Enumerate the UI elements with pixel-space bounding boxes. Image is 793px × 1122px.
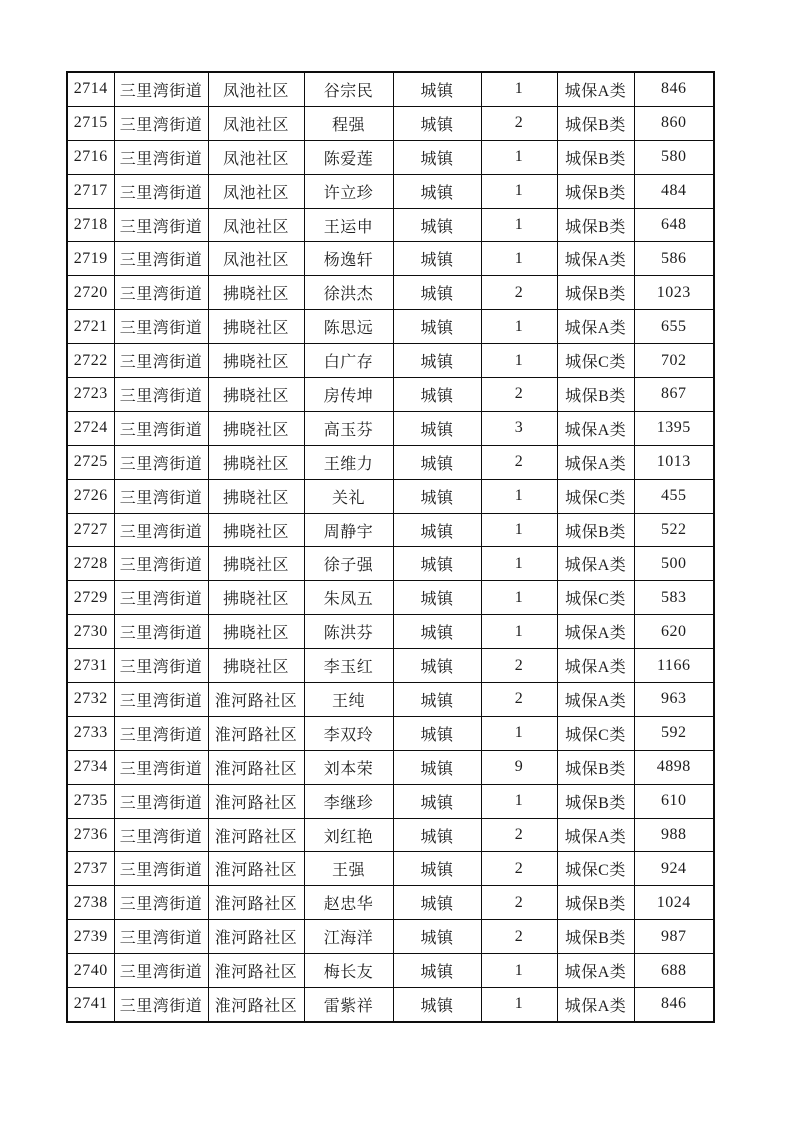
- person-name-cell: 朱凤五: [304, 581, 393, 615]
- street-cell: 三里湾街道: [114, 411, 208, 445]
- street-cell: 三里湾街道: [114, 547, 208, 581]
- insurance-category-cell: 城保A类: [557, 411, 634, 445]
- amount-cell: 4898: [634, 750, 714, 784]
- community-cell: 淮河路社区: [208, 716, 304, 750]
- person-count-cell: 1: [481, 988, 557, 1022]
- street-cell: 三里湾街道: [114, 445, 208, 479]
- person-count-cell: 1: [481, 310, 557, 344]
- table-row: [67, 513, 714, 547]
- person-name-cell: 程强: [304, 106, 393, 140]
- insurance-category-cell: 城保A类: [557, 72, 634, 106]
- residence-type-cell: 城镇: [393, 378, 481, 412]
- residence-type-cell: 城镇: [393, 310, 481, 344]
- table-row: [67, 649, 714, 683]
- street-cell: 三里湾街道: [114, 988, 208, 1022]
- person-name-cell: 白广存: [304, 344, 393, 378]
- residence-type-cell: 城镇: [393, 140, 481, 174]
- street-cell: 三里湾街道: [114, 683, 208, 717]
- insurance-category-cell: 城保A类: [557, 615, 634, 649]
- residence-type-cell: 城镇: [393, 581, 481, 615]
- insurance-category-cell: 城保B类: [557, 784, 634, 818]
- amount-cell: 655: [634, 310, 714, 344]
- row-id-cell: 2741: [67, 988, 114, 1022]
- community-cell: 凤池社区: [208, 208, 304, 242]
- person-name-cell: 陈爱莲: [304, 140, 393, 174]
- community-cell: 淮河路社区: [208, 886, 304, 920]
- residence-type-cell: 城镇: [393, 716, 481, 750]
- insurance-category-cell: 城保B类: [557, 174, 634, 208]
- insurance-category-cell: 城保A类: [557, 547, 634, 581]
- person-count-cell: 2: [481, 649, 557, 683]
- amount-cell: 1013: [634, 445, 714, 479]
- street-cell: 三里湾街道: [114, 479, 208, 513]
- person-count-cell: 2: [481, 920, 557, 954]
- row-id-cell: 2736: [67, 818, 114, 852]
- row-id-cell: 2733: [67, 716, 114, 750]
- table-row: [67, 784, 714, 818]
- amount-cell: 484: [634, 174, 714, 208]
- row-id-cell: 2714: [67, 72, 114, 106]
- street-cell: 三里湾街道: [114, 886, 208, 920]
- community-cell: 拂晓社区: [208, 649, 304, 683]
- amount-cell: 846: [634, 988, 714, 1022]
- community-cell: 淮河路社区: [208, 784, 304, 818]
- residence-type-cell: 城镇: [393, 72, 481, 106]
- community-cell: 凤池社区: [208, 140, 304, 174]
- person-name-cell: 刘红艳: [304, 818, 393, 852]
- insurance-category-cell: 城保B类: [557, 920, 634, 954]
- table-row: [67, 242, 714, 276]
- table-row: [67, 615, 714, 649]
- person-name-cell: 刘本荣: [304, 750, 393, 784]
- residence-type-cell: 城镇: [393, 242, 481, 276]
- person-name-cell: 雷紫祥: [304, 988, 393, 1022]
- person-name-cell: 李双玲: [304, 716, 393, 750]
- community-cell: 拂晓社区: [208, 479, 304, 513]
- street-cell: 三里湾街道: [114, 784, 208, 818]
- person-count-cell: 1: [481, 615, 557, 649]
- row-id-cell: 2737: [67, 852, 114, 886]
- community-cell: 拂晓社区: [208, 513, 304, 547]
- residence-type-cell: 城镇: [393, 683, 481, 717]
- row-id-cell: 2725: [67, 445, 114, 479]
- street-cell: 三里湾街道: [114, 174, 208, 208]
- street-cell: 三里湾街道: [114, 649, 208, 683]
- table-row: [67, 818, 714, 852]
- table-row: [67, 920, 714, 954]
- community-cell: 拂晓社区: [208, 445, 304, 479]
- insurance-category-cell: 城保A类: [557, 954, 634, 988]
- person-count-cell: 3: [481, 411, 557, 445]
- person-name-cell: 王强: [304, 852, 393, 886]
- insurance-category-cell: 城保A类: [557, 310, 634, 344]
- person-name-cell: 高玉芬: [304, 411, 393, 445]
- person-name-cell: 房传坤: [304, 378, 393, 412]
- street-cell: 三里湾街道: [114, 818, 208, 852]
- residence-type-cell: 城镇: [393, 208, 481, 242]
- residence-type-cell: 城镇: [393, 649, 481, 683]
- residence-type-cell: 城镇: [393, 784, 481, 818]
- row-id-cell: 2716: [67, 140, 114, 174]
- row-id-cell: 2718: [67, 208, 114, 242]
- row-id-cell: 2732: [67, 683, 114, 717]
- person-count-cell: 9: [481, 750, 557, 784]
- amount-cell: 610: [634, 784, 714, 818]
- insurance-category-cell: 城保B类: [557, 208, 634, 242]
- amount-cell: 860: [634, 106, 714, 140]
- row-id-cell: 2740: [67, 954, 114, 988]
- table-row: [67, 378, 714, 412]
- table-row: [67, 479, 714, 513]
- amount-cell: 702: [634, 344, 714, 378]
- street-cell: 三里湾街道: [114, 242, 208, 276]
- residence-type-cell: 城镇: [393, 513, 481, 547]
- row-id-cell: 2722: [67, 344, 114, 378]
- community-cell: 淮河路社区: [208, 750, 304, 784]
- row-id-cell: 2721: [67, 310, 114, 344]
- community-cell: 淮河路社区: [208, 954, 304, 988]
- residence-type-cell: 城镇: [393, 750, 481, 784]
- residence-type-cell: 城镇: [393, 547, 481, 581]
- person-count-cell: 1: [481, 513, 557, 547]
- street-cell: 三里湾街道: [114, 852, 208, 886]
- table-row: [67, 174, 714, 208]
- residence-type-cell: 城镇: [393, 411, 481, 445]
- insurance-category-cell: 城保B类: [557, 378, 634, 412]
- amount-cell: 522: [634, 513, 714, 547]
- residence-type-cell: 城镇: [393, 479, 481, 513]
- amount-cell: 1024: [634, 886, 714, 920]
- row-id-cell: 2728: [67, 547, 114, 581]
- amount-cell: 988: [634, 818, 714, 852]
- person-count-cell: 2: [481, 818, 557, 852]
- row-id-cell: 2719: [67, 242, 114, 276]
- table-row: [67, 140, 714, 174]
- amount-cell: 648: [634, 208, 714, 242]
- row-id-cell: 2731: [67, 649, 114, 683]
- row-id-cell: 2739: [67, 920, 114, 954]
- community-cell: 拂晓社区: [208, 378, 304, 412]
- table-row: [67, 852, 714, 886]
- person-name-cell: 杨逸轩: [304, 242, 393, 276]
- row-id-cell: 2738: [67, 886, 114, 920]
- amount-cell: 867: [634, 378, 714, 412]
- amount-cell: 688: [634, 954, 714, 988]
- table-row: [67, 445, 714, 479]
- person-name-cell: 陈洪芬: [304, 615, 393, 649]
- community-cell: 凤池社区: [208, 242, 304, 276]
- person-count-cell: 1: [481, 581, 557, 615]
- person-name-cell: 王运申: [304, 208, 393, 242]
- street-cell: 三里湾街道: [114, 140, 208, 174]
- person-count-cell: 1: [481, 547, 557, 581]
- insurance-category-cell: 城保A类: [557, 445, 634, 479]
- row-id-cell: 2727: [67, 513, 114, 547]
- residence-type-cell: 城镇: [393, 276, 481, 310]
- row-id-cell: 2715: [67, 106, 114, 140]
- person-name-cell: 江海洋: [304, 920, 393, 954]
- row-id-cell: 2735: [67, 784, 114, 818]
- community-cell: 拂晓社区: [208, 411, 304, 445]
- community-cell: 淮河路社区: [208, 988, 304, 1022]
- table-row: [67, 106, 714, 140]
- residence-type-cell: 城镇: [393, 954, 481, 988]
- person-count-cell: 1: [481, 716, 557, 750]
- row-id-cell: 2730: [67, 615, 114, 649]
- insurance-category-cell: 城保A类: [557, 649, 634, 683]
- person-name-cell: 李继珍: [304, 784, 393, 818]
- residence-type-cell: 城镇: [393, 988, 481, 1022]
- person-count-cell: 2: [481, 683, 557, 717]
- table-row: [67, 886, 714, 920]
- community-cell: 淮河路社区: [208, 818, 304, 852]
- insurance-category-cell: 城保C类: [557, 479, 634, 513]
- person-name-cell: 王纯: [304, 683, 393, 717]
- amount-cell: 1166: [634, 649, 714, 683]
- insurance-category-cell: 城保B类: [557, 276, 634, 310]
- street-cell: 三里湾街道: [114, 344, 208, 378]
- amount-cell: 963: [634, 683, 714, 717]
- insurance-category-cell: 城保A类: [557, 242, 634, 276]
- street-cell: 三里湾街道: [114, 106, 208, 140]
- person-name-cell: 徐子强: [304, 547, 393, 581]
- person-name-cell: 徐洪杰: [304, 276, 393, 310]
- street-cell: 三里湾街道: [114, 310, 208, 344]
- insurance-category-cell: 城保B类: [557, 140, 634, 174]
- community-cell: 凤池社区: [208, 174, 304, 208]
- residence-type-cell: 城镇: [393, 920, 481, 954]
- residence-type-cell: 城镇: [393, 886, 481, 920]
- table-row: [67, 411, 714, 445]
- community-cell: 淮河路社区: [208, 683, 304, 717]
- residence-type-cell: 城镇: [393, 615, 481, 649]
- amount-cell: 987: [634, 920, 714, 954]
- insurance-category-cell: 城保B类: [557, 513, 634, 547]
- amount-cell: 500: [634, 547, 714, 581]
- amount-cell: 592: [634, 716, 714, 750]
- street-cell: 三里湾街道: [114, 581, 208, 615]
- person-count-cell: 1: [481, 208, 557, 242]
- benefits-table: [66, 71, 715, 1023]
- person-name-cell: 王维力: [304, 445, 393, 479]
- row-id-cell: 2726: [67, 479, 114, 513]
- table-row: [67, 208, 714, 242]
- person-count-cell: 1: [481, 242, 557, 276]
- residence-type-cell: 城镇: [393, 106, 481, 140]
- person-count-cell: 1: [481, 784, 557, 818]
- community-cell: 淮河路社区: [208, 852, 304, 886]
- insurance-category-cell: 城保C类: [557, 581, 634, 615]
- person-count-cell: 1: [481, 954, 557, 988]
- row-id-cell: 2724: [67, 411, 114, 445]
- insurance-category-cell: 城保B类: [557, 106, 634, 140]
- amount-cell: 1395: [634, 411, 714, 445]
- person-count-cell: 1: [481, 140, 557, 174]
- table-row: [67, 276, 714, 310]
- insurance-category-cell: 城保A类: [557, 988, 634, 1022]
- person-name-cell: 陈思远: [304, 310, 393, 344]
- person-count-cell: 1: [481, 174, 557, 208]
- street-cell: 三里湾街道: [114, 615, 208, 649]
- person-count-cell: 1: [481, 72, 557, 106]
- community-cell: 拂晓社区: [208, 615, 304, 649]
- insurance-category-cell: 城保C类: [557, 852, 634, 886]
- residence-type-cell: 城镇: [393, 445, 481, 479]
- person-name-cell: 关礼: [304, 479, 393, 513]
- residence-type-cell: 城镇: [393, 174, 481, 208]
- person-name-cell: 梅长友: [304, 954, 393, 988]
- table-row: [67, 750, 714, 784]
- row-id-cell: 2717: [67, 174, 114, 208]
- table-row: [67, 988, 714, 1022]
- table-row: [67, 72, 714, 106]
- community-cell: 拂晓社区: [208, 276, 304, 310]
- person-count-cell: 1: [481, 479, 557, 513]
- person-count-cell: 2: [481, 852, 557, 886]
- community-cell: 拂晓社区: [208, 547, 304, 581]
- table-row: [67, 547, 714, 581]
- table-row: [67, 581, 714, 615]
- person-count-cell: 2: [481, 886, 557, 920]
- table-row: [67, 344, 714, 378]
- person-count-cell: 2: [481, 378, 557, 412]
- insurance-category-cell: 城保C类: [557, 716, 634, 750]
- insurance-category-cell: 城保A类: [557, 818, 634, 852]
- residence-type-cell: 城镇: [393, 818, 481, 852]
- person-name-cell: 谷宗民: [304, 72, 393, 106]
- street-cell: 三里湾街道: [114, 716, 208, 750]
- street-cell: 三里湾街道: [114, 513, 208, 547]
- table-row: [67, 683, 714, 717]
- insurance-category-cell: 城保C类: [557, 344, 634, 378]
- amount-cell: 583: [634, 581, 714, 615]
- community-cell: 淮河路社区: [208, 920, 304, 954]
- row-id-cell: 2734: [67, 750, 114, 784]
- amount-cell: 620: [634, 615, 714, 649]
- row-id-cell: 2720: [67, 276, 114, 310]
- table-row: [67, 716, 714, 750]
- insurance-category-cell: 城保B类: [557, 886, 634, 920]
- table-row: [67, 954, 714, 988]
- community-cell: 凤池社区: [208, 72, 304, 106]
- amount-cell: 924: [634, 852, 714, 886]
- person-name-cell: 许立珍: [304, 174, 393, 208]
- residence-type-cell: 城镇: [393, 344, 481, 378]
- street-cell: 三里湾街道: [114, 276, 208, 310]
- street-cell: 三里湾街道: [114, 208, 208, 242]
- street-cell: 三里湾街道: [114, 72, 208, 106]
- street-cell: 三里湾街道: [114, 954, 208, 988]
- row-id-cell: 2729: [67, 581, 114, 615]
- table-row: [67, 310, 714, 344]
- person-count-cell: 2: [481, 106, 557, 140]
- person-count-cell: 2: [481, 445, 557, 479]
- person-name-cell: 赵忠华: [304, 886, 393, 920]
- amount-cell: 846: [634, 72, 714, 106]
- residence-type-cell: 城镇: [393, 852, 481, 886]
- street-cell: 三里湾街道: [114, 920, 208, 954]
- street-cell: 三里湾街道: [114, 378, 208, 412]
- person-name-cell: 李玉红: [304, 649, 393, 683]
- community-cell: 拂晓社区: [208, 581, 304, 615]
- street-cell: 三里湾街道: [114, 750, 208, 784]
- amount-cell: 1023: [634, 276, 714, 310]
- amount-cell: 586: [634, 242, 714, 276]
- amount-cell: 455: [634, 479, 714, 513]
- insurance-category-cell: 城保B类: [557, 750, 634, 784]
- table-body: [67, 72, 714, 1022]
- community-cell: 拂晓社区: [208, 344, 304, 378]
- row-id-cell: 2723: [67, 378, 114, 412]
- community-cell: 拂晓社区: [208, 310, 304, 344]
- person-count-cell: 1: [481, 344, 557, 378]
- insurance-category-cell: 城保A类: [557, 683, 634, 717]
- amount-cell: 580: [634, 140, 714, 174]
- person-name-cell: 周静宇: [304, 513, 393, 547]
- community-cell: 凤池社区: [208, 106, 304, 140]
- person-count-cell: 2: [481, 276, 557, 310]
